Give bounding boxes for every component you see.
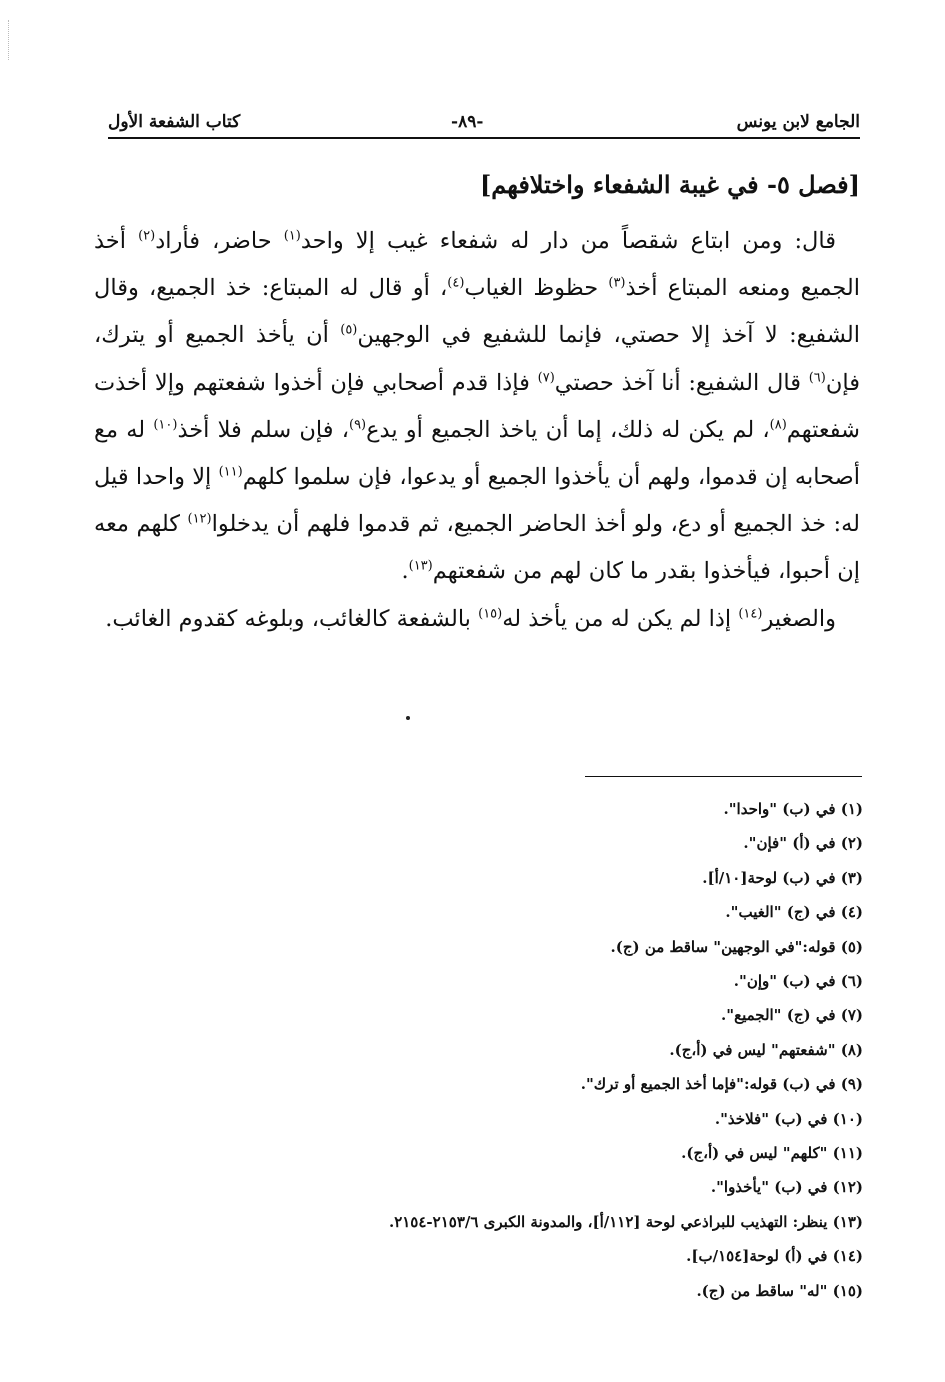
footnote-ref-9: (٩) — [348, 417, 367, 433]
footnote-14: (١٤) في (أ) لوحة[١٥٤/ب]. — [686, 1247, 863, 1266]
section-title: [فصل ٥- في غيبة الشفعاء واختلافهم] — [479, 170, 860, 199]
footnote-ref-11: (١١) — [218, 464, 243, 480]
footnote-6: (٦) في (ب) "وإن". — [733, 972, 863, 991]
footnote-13: (١٣) ينظر: التهذيب للبراذعي لوحة [١١٢/أ]، والمدونة الكبرى ٢١٥٣/٦-٢١٥٤. — [388, 1212, 863, 1231]
chapter-title: كتاب الشفعة الأول — [108, 112, 241, 132]
footnote-7: (٧) في (ج) "الجميع". — [721, 1006, 863, 1025]
footnotes — [243, 792, 863, 1308]
paragraph-1: قال: ومن ابتاع شقصاً من دار له شفعاء غيب إلا واحد$^{(١)}$ حاضر، فأراد$^{(٢)}$ أخذ الجميع ومنعه المبتاع أخذ$^{(٣)}$ حظوظ الغياب$^{(٤)}$، أو قال له المبتاع: خذ الجميع، وقال الشفيع: لا آخذ إلا حصتي، فإنما للشفيع في الوجهين$^{(٥)}$ أن يأخذ الجميع أو يترك، فإن$^{(٦)}$ قال الشفيع: أنا آخذ حصتي$^{(٧)}$ فإذا قدم أصحابي فإن أخذوا شفعتهم وإلا أخذت شفعتهم$^{(٨)}$، لم يكن له ذلك، إما أن ياخذ الجميع أو يدع$^{(٩)}$، فإن سلم فلا أخذ$^{(١٠)}$ له مع أصحابه إن قدموا، ولهم أن يأخذوا الجميع أو يدعوا، فإن سلموا كلهم$^{(١١)}$ إلا واحدا قيل له: خذ الجميع أو دع، ولو أخذ الحاضر الجميع، ثم قدموا فلهم أن يدخلوا$^{(١٢)}$ كلهم معه إن أحبوا، فيأخذوا بقدر ما كان لهم من شفعتهم$^{(١٣)}$. — [94, 228, 861, 585]
footnote-2: (٢) في (أ) "فإن". — [743, 834, 863, 853]
footnote-10: (١٠) في (ب) "فلاخذ". — [714, 1109, 863, 1128]
footnote-ref-3: (٣) — [608, 275, 626, 291]
footnote-ref-6: (٦) — [808, 370, 826, 386]
footnote-4: (٤) في (ج) "الغيب". — [725, 903, 863, 922]
footnote-1: (١) في (ب) "واحدا". — [723, 800, 863, 818]
running-header — [108, 108, 860, 138]
footnote-ref-12: (١٢) — [187, 511, 212, 527]
footnote-15: (١٥) "له" ساقط من (ج). — [696, 1281, 863, 1300]
footnote-ref-5: (٥) — [340, 322, 358, 338]
footnote-ref-15: (١٥) — [478, 606, 503, 622]
footnote-ref-8: (٨) — [769, 417, 787, 433]
footnote-8: (٨) "شفعتهم" ليس في (أ،ج). — [669, 1040, 863, 1059]
footnote-3: (٣) في (ب) لوحة[١٠/أ]. — [702, 868, 863, 887]
footnote-ref-14: (١٤) — [738, 606, 763, 622]
book-title: الجامع لابن يونس — [736, 112, 860, 132]
footnote-ref-10: (١٠) — [153, 417, 178, 433]
footnote-divider — [585, 776, 862, 777]
paragraph-2: والصغير$^{(١٤)}$ إذا لم يكن له من يأخذ له$^{(١٥)}$ بالشفعة كالغائب، وبلوغه كقدوم الغائب. — [105, 605, 836, 632]
footnote-ref-4: (٤) — [447, 275, 465, 291]
footnote-11: (١١) "كلهم" ليس في (أ،ج). — [681, 1144, 863, 1163]
footnote-9: (٩) في (ب) قوله:"فإما أخذ الجميع أو ترك". — [580, 1075, 863, 1094]
scan-margin-mark — [8, 20, 11, 60]
footnote-5: (٥) قوله:"في الوجهين" ساقط من (ج). — [610, 937, 863, 956]
footnote-ref-13: (١٣) — [408, 558, 433, 574]
footnote-ref-2: (٢) — [138, 228, 156, 244]
footnote-12: (١٢) في (ب) "يأخذوا". — [710, 1178, 863, 1197]
footnote-ref-1: (١) — [283, 228, 301, 244]
footnote-ref-7: (٧) — [537, 370, 555, 386]
page-number: -٨٩- — [451, 112, 484, 132]
stray-ink-dot — [406, 716, 410, 720]
main-text — [94, 218, 860, 643]
header-divider — [108, 137, 860, 139]
